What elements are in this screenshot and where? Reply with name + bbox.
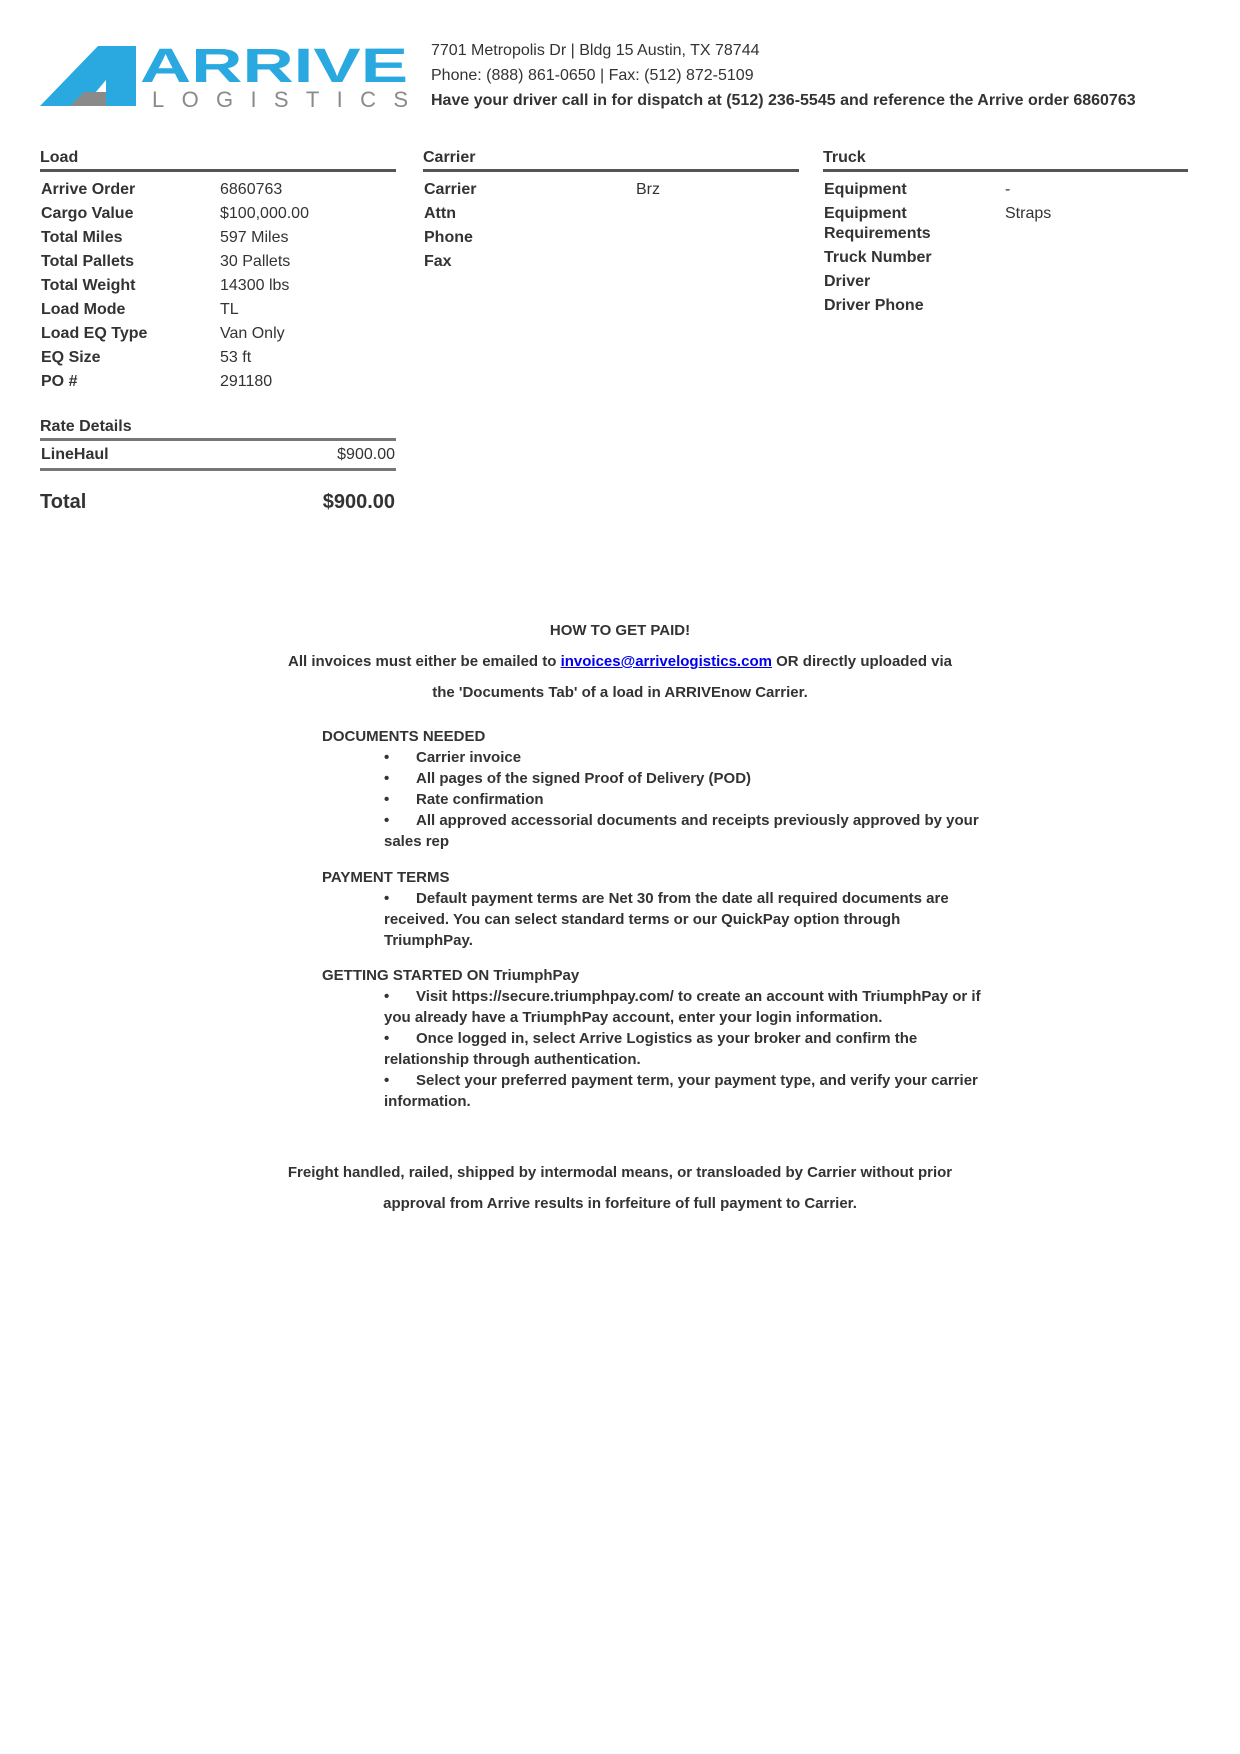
list-item-text: Select your preferred payment term, your payment type, and verify your carrier information. bbox=[384, 1072, 978, 1110]
load-row bbox=[40, 300, 396, 324]
list-item bbox=[384, 810, 984, 852]
bullet-icon: • bbox=[384, 770, 390, 787]
row-label: Truck Number bbox=[824, 249, 932, 266]
row-label: Total Miles bbox=[41, 229, 123, 246]
row-label: Driver bbox=[824, 273, 871, 290]
carrier-section bbox=[423, 149, 799, 276]
truck-row bbox=[823, 204, 1188, 248]
total-label: Total bbox=[40, 491, 87, 513]
row-value: Straps bbox=[1005, 205, 1052, 222]
row-label: Driver Phone bbox=[824, 297, 924, 314]
list-item-text: Once logged in, select Arrive Logistics as your broker and confirm the relationship through authentication. bbox=[384, 1030, 918, 1068]
payment-terms-title: PAYMENT TERMS bbox=[322, 869, 450, 886]
dispatch-note: Have your driver call in for dispatch at (512) 236-5545 and reference the Arrive order 6860763 bbox=[431, 92, 1136, 109]
truck-section bbox=[823, 149, 1188, 320]
list-item bbox=[384, 986, 984, 1028]
row-label: Equipment bbox=[824, 181, 907, 198]
load-row bbox=[40, 204, 396, 228]
load-row bbox=[40, 372, 396, 396]
load-section bbox=[40, 149, 396, 396]
list-item-text: All approved accessorial documents and receipts previously approved by your sales rep bbox=[384, 812, 979, 850]
row-value: 291180 bbox=[220, 373, 273, 390]
row-label: Fax bbox=[424, 253, 452, 270]
load-row bbox=[40, 276, 396, 300]
row-value: 53 ft bbox=[220, 349, 252, 366]
total-value: $900.00 bbox=[322, 491, 395, 513]
rate-linehaul-row bbox=[40, 444, 396, 471]
load-row bbox=[40, 228, 396, 252]
row-label: Phone bbox=[424, 229, 473, 246]
load-section-title: Load bbox=[40, 149, 396, 172]
bullet-icon: • bbox=[384, 812, 390, 829]
load-row bbox=[40, 324, 396, 348]
invoice-email-link[interactable]: invoices@arrivelogistics.com bbox=[560, 653, 772, 670]
row-label-line2: Requirements bbox=[824, 225, 931, 242]
bullet-icon: • bbox=[384, 890, 390, 907]
forfeiture-notice-line1: Freight handled, railed, shipped by intermodal means, or transloaded by Carrier without prior bbox=[287, 1164, 953, 1181]
list-item-text: Visit https://secure.triumphpay.com/ to create an account with TriumphPay or if you already have a TriumphPay account, enter your login information. bbox=[384, 988, 981, 1026]
invoice-instructions-line2: the 'Documents Tab' of a load in ARRIVEnow Carrier. bbox=[432, 684, 808, 701]
row-label: Load Mode bbox=[41, 301, 126, 318]
invoice-text-pre: All invoices must either be emailed to bbox=[287, 653, 561, 670]
truck-row bbox=[823, 296, 1188, 320]
row-label: Cargo Value bbox=[41, 205, 134, 222]
list-item bbox=[384, 1070, 984, 1112]
logo-word-arrive: ARRIVE bbox=[140, 44, 408, 93]
truck-section-title: Truck bbox=[823, 149, 1188, 172]
row-label: Equipment bbox=[824, 205, 907, 222]
row-label: Total Weight bbox=[41, 277, 136, 294]
row-label: Total Pallets bbox=[41, 253, 135, 270]
carrier-section-title: Carrier bbox=[423, 149, 799, 172]
carrier-row bbox=[423, 180, 799, 204]
rate-details-title: Rate Details bbox=[40, 418, 396, 441]
load-row bbox=[40, 348, 396, 372]
list-item bbox=[384, 1028, 984, 1070]
truck-row bbox=[823, 272, 1188, 296]
list-item-text: Default payment terms are Net 30 from the date all required documents are received. You can select standard terms or our QuickPay option through TriumphPay. bbox=[384, 890, 949, 949]
row-label: Carrier bbox=[424, 181, 477, 198]
triumphpay-list bbox=[384, 986, 984, 1112]
row-label: Arrive Order bbox=[41, 181, 136, 198]
bullet-icon: • bbox=[384, 749, 390, 766]
list-item-text: All pages of the signed Proof of Delivery (POD) bbox=[416, 770, 752, 787]
how-to-get-paid-heading: HOW TO GET PAID! bbox=[549, 622, 691, 639]
linehaul-label: LineHaul bbox=[41, 446, 109, 463]
rate-total-row bbox=[40, 491, 396, 514]
linehaul-value: $900.00 bbox=[337, 446, 395, 463]
bullet-icon: • bbox=[384, 1030, 390, 1047]
truck-row bbox=[823, 248, 1188, 272]
bullet-icon: • bbox=[384, 791, 390, 808]
row-label: Load EQ Type bbox=[41, 325, 148, 342]
row-value: Brz bbox=[636, 181, 660, 198]
load-row bbox=[40, 180, 396, 204]
list-item bbox=[384, 747, 984, 768]
list-item bbox=[384, 888, 984, 951]
invoice-text-post: OR directly uploaded via bbox=[771, 653, 952, 670]
truck-row bbox=[823, 180, 1188, 204]
carrier-row bbox=[423, 204, 799, 228]
list-item-text: Carrier invoice bbox=[416, 749, 522, 766]
company-address: 7701 Metropolis Dr | Bldg 15 Austin, TX 78744 bbox=[431, 42, 760, 59]
carrier-row bbox=[423, 228, 799, 252]
row-label: PO # bbox=[41, 373, 78, 390]
bullet-icon: • bbox=[384, 1072, 390, 1089]
row-value: Van Only bbox=[220, 325, 285, 342]
row-value: 30 Pallets bbox=[220, 253, 291, 270]
bullet-icon: • bbox=[384, 988, 390, 1005]
list-item bbox=[384, 789, 984, 810]
logo-word-logistics: LOGISTICS bbox=[152, 87, 408, 110]
triumphpay-title: GETTING STARTED ON TriumphPay bbox=[322, 967, 580, 984]
list-item-text: Rate confirmation bbox=[416, 791, 544, 808]
forfeiture-notice-line2: approval from Arrive results in forfeiture of full payment to Carrier. bbox=[383, 1195, 857, 1212]
list-item bbox=[384, 768, 984, 789]
arrive-logistics-logo bbox=[40, 44, 408, 110]
documents-needed-title: DOCUMENTS NEEDED bbox=[322, 728, 486, 745]
payment-terms-list bbox=[384, 888, 984, 951]
row-value: 6860763 bbox=[220, 181, 283, 198]
invoice-instructions-line1 bbox=[0, 653, 1240, 670]
row-value: 14300 lbs bbox=[220, 277, 290, 294]
row-value: $100,000.00 bbox=[220, 205, 309, 222]
row-label: Attn bbox=[424, 205, 456, 222]
row-value: TL bbox=[220, 301, 239, 318]
row-value: - bbox=[1005, 181, 1011, 198]
load-row bbox=[40, 252, 396, 276]
company-phone-fax: Phone: (888) 861-0650 | Fax: (512) 872-5109 bbox=[431, 67, 754, 84]
carrier-row bbox=[423, 252, 799, 276]
row-value: 597 Miles bbox=[220, 229, 289, 246]
row-label: EQ Size bbox=[41, 349, 101, 366]
documents-needed-list bbox=[384, 747, 984, 852]
